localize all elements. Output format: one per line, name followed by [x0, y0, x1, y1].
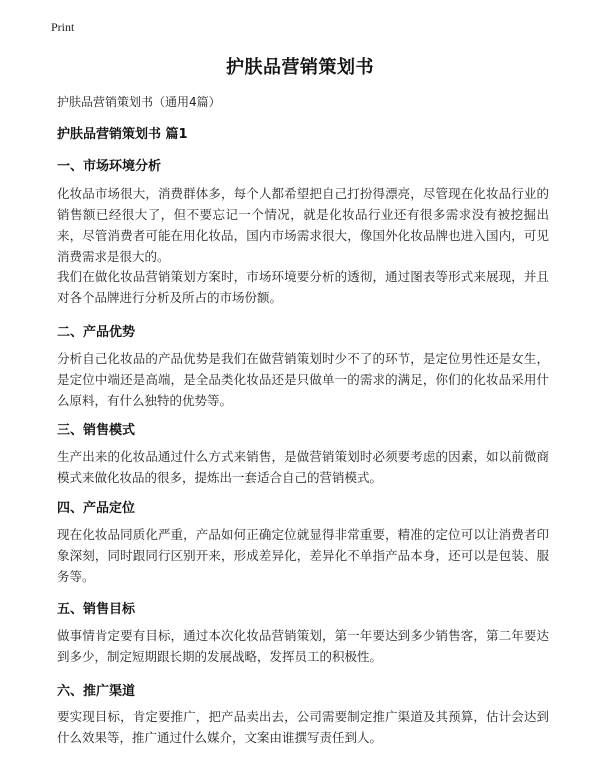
print-label[interactable]: Print: [51, 20, 75, 34]
section-paragraph-sales-target: 做事情肯定要有目标，通过本次化妆品营销策划，第一年要达到多少销售客，第二年要达到多少，制定短期跟长期的发展战略，发挥员工的积极性。: [57, 628, 549, 664]
section-paragraph-market-1: 化妆品市场很大，消费群体多，每个人都希望把自己打扮得漂亮，尽管现在化妆品行业的销售额已经很大了，但不要忘记一个情况，就是化妆品行业还有很多需求没有被挖掘出来，尽管消费者可能在用化妆品，国内市场需求很大，像国外化妆品牌也进入国内，可见消费需求是很大的。: [57, 186, 549, 264]
section-heading-market: 一、市场环境分析: [57, 159, 162, 174]
section-paragraph-promotion: 要实现目标，肯定要推广，把产品卖出去，公司需要制定推广渠道及其预算，估计会达到什么效果等，推广通过什么媒介，文案由谁撰写责任到人。: [57, 709, 549, 745]
document-subtitle: 护肤品营销策划书（通用4篇）: [57, 95, 221, 109]
document-title: 护肤品营销策划书: [226, 57, 374, 78]
section-paragraph-advantage: 分析自己化妆品的产品优势是我们在做营销策划时少不了的环节，是定位男性还是女生，是定位中端还是高端，是全品类化妆品还是只做单一的需求的满足，你们的化妆品采用什么原料，有什么独特的优势等。: [57, 351, 549, 408]
section-paragraph-positioning: 现在化妆品同质化严重，产品如何正确定位就显得非常重要，精准的定位可以让消费者印象深刻，同时跟同行区别开来，形成差异化，差异化不单指产品本身，还可以是包装、服务等。: [57, 527, 549, 584]
section-heading-promotion: 六、推广渠道: [57, 684, 136, 699]
section-heading-sales-target: 五、销售目标: [57, 602, 136, 617]
section-paragraph-market-2: 我们在做化妆品营销策划方案时，市场环境要分析的透彻，通过图表等形式来展现，并且对各个品牌进行分析及所占的市场份额。: [57, 269, 549, 305]
section-heading-sales-model: 三、销售模式: [57, 423, 136, 438]
section-paragraph-sales-model: 生产出来的化妆品通过什么方式来销售，是做营销策划时必须要考虑的因素，如以前微商模式来做化妆品的很多，提炼出一套适合自己的营销模式。: [57, 449, 549, 485]
section-heading-positioning: 四、产品定位: [57, 501, 136, 516]
article-title: 护肤品营销策划书 篇1: [57, 127, 188, 142]
section-heading-advantage: 二、产品优势: [57, 325, 136, 340]
